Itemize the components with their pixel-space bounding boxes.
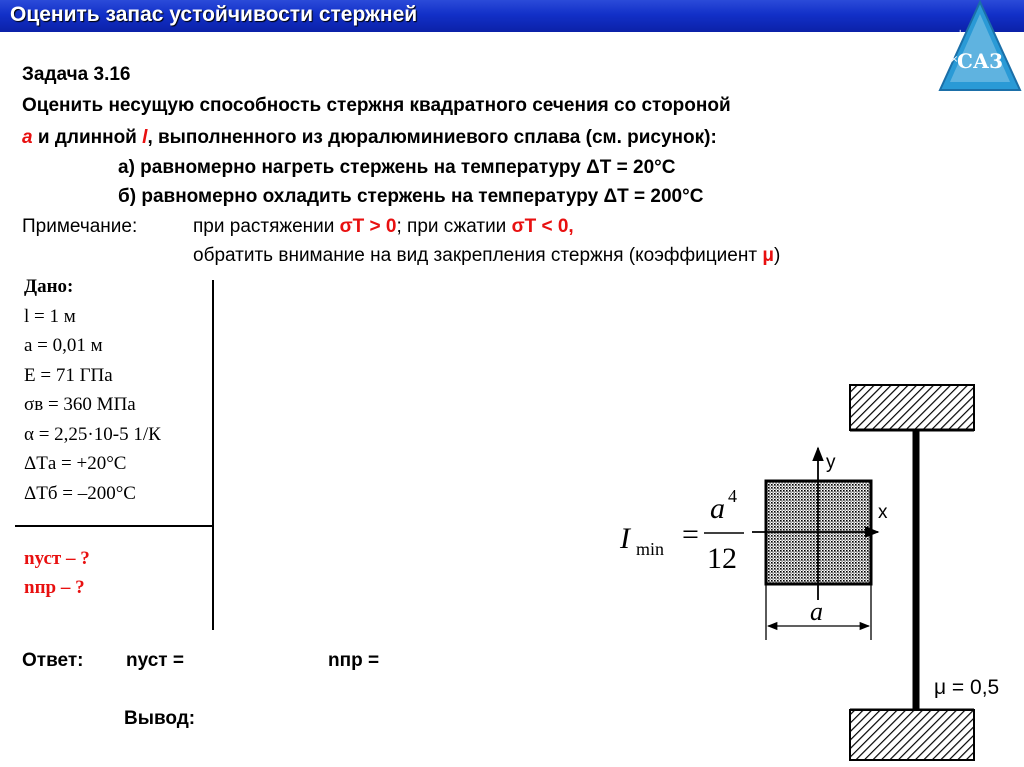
- given-E: E = 71 ГПа: [24, 364, 113, 386]
- note-line-2: обратить внимание на вид закрепления стержня (коэффициент μ): [193, 245, 781, 266]
- formula-num-exp: 4: [728, 486, 737, 506]
- slide-title: Оценить запас устойчивости стержней: [10, 3, 418, 26]
- x-axis-label: x: [878, 502, 888, 523]
- given-dTb: ΔTб = –200°С: [24, 482, 136, 504]
- task-line-1: Оценить несущую способность стержня квадратного сечения со стороной: [22, 95, 731, 116]
- logo-text: СА3: [956, 49, 1004, 73]
- formula-eq: =: [682, 518, 699, 551]
- answer-n-ust: nуст =: [126, 650, 184, 671]
- given-alpha: α = 2,25·10-5 1/К: [24, 423, 161, 445]
- answer-label: Ответ:: [22, 650, 84, 671]
- note-label: Примечание:: [22, 216, 138, 237]
- given-block: [24, 272, 224, 508]
- logo-icon: [938, 0, 1022, 92]
- find-n-ust: nуст – ?: [24, 548, 90, 569]
- var-a: a: [22, 127, 33, 148]
- svg-text:−: −: [1000, 28, 1009, 39]
- conclusion-label: Вывод:: [124, 708, 196, 729]
- svg-text:+: +: [956, 28, 965, 39]
- title-bar: [0, 0, 1024, 32]
- svg-text:×: ×: [950, 54, 959, 65]
- task-item-b: б) равномерно охладить стержень на температуру ΔT = 200°C: [118, 186, 704, 207]
- y-axis-label: y: [826, 452, 836, 473]
- formula-den: 12: [707, 542, 737, 575]
- given-title: Дано:: [24, 276, 74, 297]
- svg-text:÷: ÷: [1006, 54, 1015, 65]
- task-item-a: а) равномерно нагреть стержень на температуру ΔT = 20°C: [118, 157, 676, 178]
- rod-diagram: [600, 370, 1020, 767]
- given-divider-vertical: [212, 280, 214, 630]
- formula-I: I: [620, 522, 630, 555]
- given-divider-horizontal: [15, 525, 212, 527]
- answer-n-pr: nпр =: [328, 650, 380, 671]
- formula-num: a: [710, 492, 725, 525]
- note-line-1: при растяжении σT > 0; при сжатии σT < 0,: [193, 216, 574, 237]
- dimension-label: a: [810, 597, 823, 626]
- task-line-2: a и длинной l, выполненного из дюралюминиевого сплава (см. рисунок):: [22, 127, 717, 148]
- bottom-support-hatch: [850, 710, 974, 760]
- given-sigma: σв = 360 МПа: [24, 394, 136, 415]
- given-a: a = 0,01 м: [24, 335, 103, 356]
- given-l: l = 1 м: [24, 305, 76, 327]
- formula-sub: min: [636, 539, 665, 559]
- mu-label: μ = 0,5: [934, 676, 1000, 699]
- top-support-hatch: [850, 385, 974, 430]
- task-number: Задача 3.16: [22, 64, 131, 85]
- find-n-pr: nпр – ?: [24, 577, 85, 598]
- given-dTa: ΔTа = +20°С: [24, 453, 127, 474]
- var-l: l: [142, 127, 148, 148]
